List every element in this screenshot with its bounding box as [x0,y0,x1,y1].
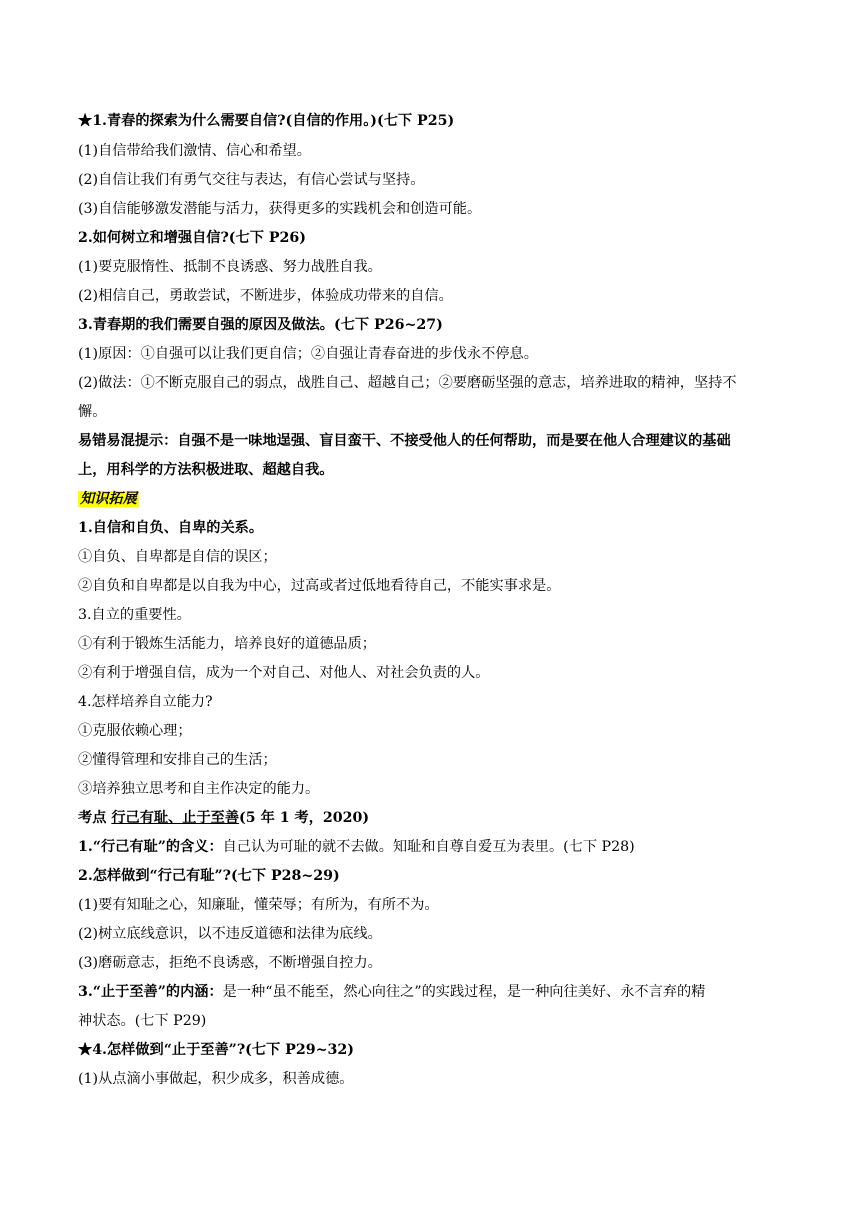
ext-item-4-2: ②懂得管理和安排自己的生活； [78,752,277,768]
ext-heading-3: 3.自立的重要性。 [78,607,191,623]
heading-3: 3.青春期的我们需要自强的原因及做法。(七下 P26~27) [78,317,443,333]
ext-item-1-2: ②自负和自卑都是以自我为中心，过高或者过低地看待自己，不能实事求是。 [78,578,561,594]
ext-item-4-1: ①克服依赖心理； [78,723,192,739]
point-1-term: 1.“行己有耻”的含义： [78,839,223,855]
point-1-text: 自己认为可耻的就不去做。知耻和自尊自爱互为表里。(七下 P28) [222,839,635,855]
point-2-item-2: (2)树立底线意识，以不违反道德和法律为底线。 [78,926,382,942]
point-2-item-1: (1)要有知耻之心，知廉耻，懂荣辱；有所为，有所不为。 [78,897,439,913]
point-4-item-1: (1)从点滴小事做起，积少成多，积善成德。 [78,1071,354,1087]
ext-heading-4: 4.怎样培养自立能力? [78,694,213,710]
point-3 [78,981,790,1003]
item-3-2-cont: 懈。 [78,404,107,420]
exam-point-title: 行己有耻、止于至善 [111,810,240,826]
point-3-cont: 神状态。(七下 P29) [78,1013,207,1029]
item-2-1: (1)要克服惰性、抵制不良诱惑、努力战胜自我。 [78,259,382,275]
item-1-2: (2)自信让我们有勇气交往与表达，有信心尝试与坚持。 [78,172,425,188]
point-4-heading: ★4.怎样做到“止于至善”?(七下 P29~32) [78,1042,354,1058]
point-1 [78,836,790,858]
ext-heading-1: 1.自信和自负、自卑的关系。 [78,520,264,536]
section-label [78,488,790,510]
item-3-2: (2)做法：①不断克服自己的弱点，战胜自己、超越自己；②要磨砺坚强的意志，培养进取的精神，坚持不 [78,375,737,391]
item-3-1: (1)原因：①自强可以让我们更自信；②自强让青春奋进的步伐永不停息。 [78,346,538,362]
ext-item-3-2: ②有利于增强自信，成为一个对自己、对他人、对社会负责的人。 [78,665,490,681]
point-3-text: 是一种“虽不能至，然心向往之”的实践过程，是一种向往美好、永不言弃的精 [222,984,706,1000]
ext-item-1-1: ①自负、自卑都是自信的误区； [78,549,277,565]
item-1-3: (3)自信能够激发潜能与活力，获得更多的实践机会和创造可能。 [78,201,482,217]
tip-line-1: 易错易混提示：自强不是一味地逞强、盲目蛮干、不接受他人的任何帮助，而是要在他人合理建议的基础 [78,433,731,449]
item-2-2: (2)相信自己，勇敢尝试，不断进步，体验成功带来的自信。 [78,288,453,304]
tip-line-2: 上，用科学的方法积极进取、超越自我。 [78,462,334,478]
heading-2: 2.如何树立和增强自信?(七下 P26) [78,230,306,246]
heading-1: ★1.青春的探索为什么需要自信?(自信的作用。)(七下 P25) [78,113,455,129]
exam-point-label: 考点 [78,810,107,826]
point-2-item-3: (3)磨砺意志，拒绝不良诱惑，不断增强自控力。 [78,955,382,971]
point-3-term: 3.“止于至善”的内涵： [78,984,223,1000]
point-2-heading: 2.怎样做到“行己有耻”?(七下 P28~29) [78,868,340,884]
ext-item-4-3: ③培养独立思考和自主作决定的能力。 [78,781,320,797]
item-1-1: (1)自信带给我们激情、信心和希望。 [78,143,311,159]
exam-point-heading [78,807,790,829]
knowledge-extension-tag: 知识拓展 [80,491,137,507]
exam-point-frequency: (5 年 1 考，2020) [239,810,370,826]
ext-item-3-1: ①有利于锻炼生活能力，培养良好的道德品质； [78,636,376,652]
